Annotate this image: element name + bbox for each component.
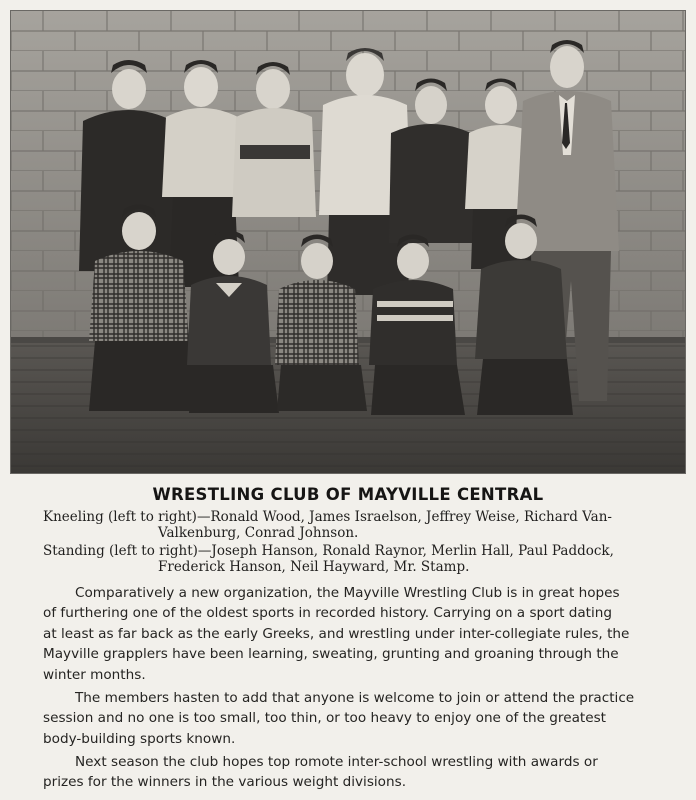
body-line: session and no one is too small, too thin, or too heavy to enjoy one of the greatest (43, 710, 607, 727)
kneeling-caption (43, 509, 663, 541)
caption-line: Standing (left to right)—Joseph Hanson, Ronald Raynor, Merlin Hall, Paul Paddock, (43, 543, 614, 559)
heading: WRESTLING CLUB OF MAYVILLE CENTRAL (152, 485, 544, 504)
body-line: Next season the club hopes top romote inter-school wrestling with awards or (75, 754, 598, 770)
team-photo-illustration (11, 11, 686, 474)
paragraph-2 (43, 688, 661, 749)
standing-caption (43, 543, 663, 575)
body-line: winter months. (43, 666, 146, 683)
body-line: prizes for the winners in the various weight divisions. (43, 774, 407, 791)
team-photograph (10, 10, 686, 474)
caption-line: Valkenburg, Conrad Johnson. (158, 525, 359, 541)
body-line: body-building sports known. (43, 730, 236, 747)
body-line: at least as far back as the early Greeks, and wrestling under inter-collegiate rules, the (43, 625, 630, 642)
paragraph-1 (43, 583, 661, 685)
caption-line: Kneeling (left to right)—Ronald Wood, James Israelson, Jeffrey Weise, Richard Van- (43, 509, 612, 525)
body-line: Comparatively a new organization, the Mayville Wrestling Club is in great hopes (75, 585, 620, 601)
paragraph-3 (43, 752, 661, 793)
caption-line: Frederick Hanson, Neil Hayward, Mr. Stamp. (158, 559, 470, 575)
body-line: Mayville grapplers have been learning, sweating, grunting and groaning through the (43, 646, 619, 663)
body-line: of furthering one of the oldest sports in recorded history. Carrying on a sport dating (43, 605, 613, 622)
body-line: The members hasten to add that anyone is welcome to join or attend the practice (75, 690, 635, 706)
